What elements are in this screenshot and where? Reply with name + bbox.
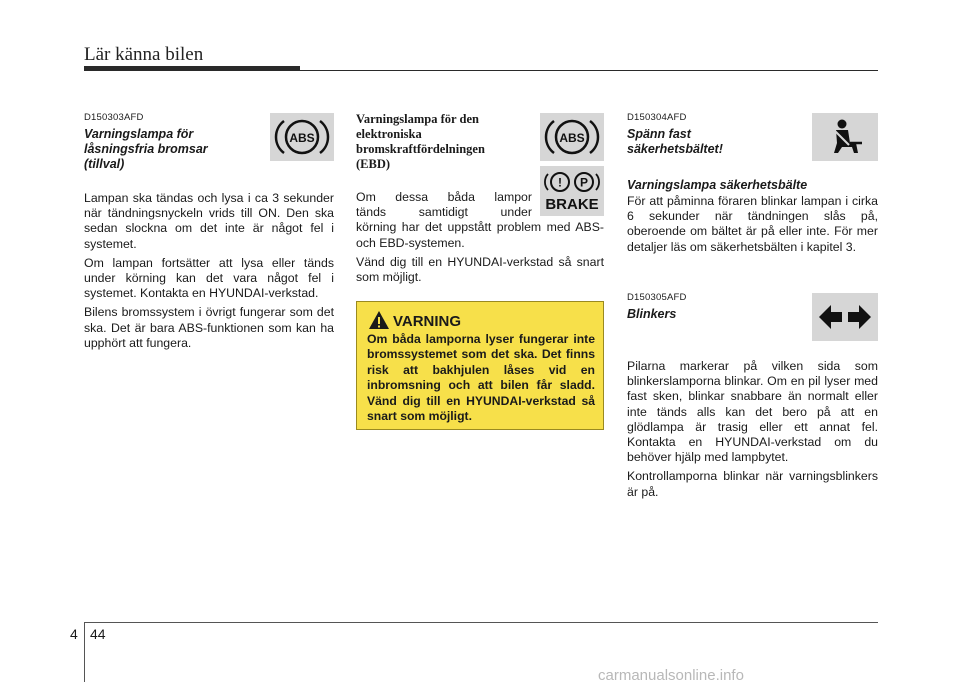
footer-rule: [84, 622, 878, 623]
watermark: carmanualsonline.info: [598, 667, 744, 684]
paragraph: Pilarna markerar på vilken sida som blinkerslamporna blinkar. Om en pil lyser med fast sken, blinkar snabbare än normalt eller inte tänds alls kan det bero på att en glödlampa är trasig eller ett annat fel. Kontakta en HYUNDAI-verkstad om du behöver hjälp med lampbytet.: [627, 359, 878, 465]
warning-box: [356, 301, 604, 430]
abs-warning-icon: [270, 113, 334, 161]
section-body: [84, 191, 334, 355]
paragraph-line: Om dessa båda lampor: [356, 190, 532, 204]
svg-text:ABS: ABS: [559, 131, 585, 145]
turn-signal-icon: [812, 293, 878, 341]
paragraph: körning har det uppstått problem med ABS- och EBD-systemen.: [356, 220, 604, 250]
warning-title: VARNING: [393, 313, 462, 330]
section-heading: Blinkers: [627, 307, 677, 321]
paragraph: Om lampan fortsätter att lysa eller tänds under körning kan det vara något fel i systemet. Kontakta en HYUNDAI-verkstad.: [84, 255, 334, 301]
svg-text:!: !: [558, 175, 562, 190]
paragraph: Kontrollamporna blinkar när varningsblinkers är på.: [627, 469, 878, 499]
section-body: [627, 359, 878, 504]
section-code: D150303AFD: [84, 112, 144, 123]
svg-text:P: P: [579, 175, 589, 190]
paragraph: Bilens bromssystem i övrigt fungerar som det ska. Det är bara ABS-funktionen som kan ha upphört att fungera.: [84, 305, 334, 350]
brake-warning-icon: [540, 166, 604, 216]
paragraph: För att påminna föraren blinkar lampan i cirka 6 sekunder när tändningen slås på, oberoende om bältet är på eller inte. För mer detaljer läs om säkerhetsbälten i kapitel 3.: [627, 194, 878, 254]
header-rule: [300, 70, 878, 71]
header-bar: [84, 66, 300, 71]
warning-triangle-icon: [368, 310, 390, 330]
paragraph: Vänd dig till en HYUNDAI-verkstad så snart som möjligt.: [356, 254, 604, 285]
chapter-number: 4: [70, 626, 78, 642]
footer-vertical-rule: [84, 622, 85, 682]
paragraph: Lampan ska tändas och lysa i ca 3 sekunder när tändningsnyckeln vrids till ON. Den ska sedan slockna om det inte är något fel i systemet.: [84, 191, 334, 251]
svg-text:ABS: ABS: [289, 131, 315, 145]
svg-text:BRAKE: BRAKE: [545, 196, 599, 213]
warning-text: Om båda lamporna lyser fungerar inte bromssystemet som det ska. Det finns risk att bakhjulen låses vid en inbromsning och att bilen får sladd. Vänd dig till en HYUNDAI-verkstad så snart som möjligt.: [367, 332, 595, 424]
seatbelt-warning-icon: [812, 113, 878, 161]
abs-ebd-icon: [540, 113, 604, 161]
section-subheading: Varningslampa säkerhetsbälte: [627, 178, 808, 192]
section-heading: Spänn fast säkerhetsbältet!: [627, 127, 723, 156]
section-heading: Varningslampa för låsningsfria bromsar (tillval): [84, 127, 208, 171]
page-header-title: Lär känna bilen: [84, 44, 204, 65]
section-heading: Varningslampa för den elektroniska bromskraftfördelningen (EBD): [356, 112, 485, 171]
paragraph-line: tänds samtidigt under: [356, 205, 532, 220]
page-number: 44: [90, 626, 106, 642]
section-code: D150304AFD: [627, 112, 687, 123]
section-code: D150305AFD: [627, 292, 687, 303]
